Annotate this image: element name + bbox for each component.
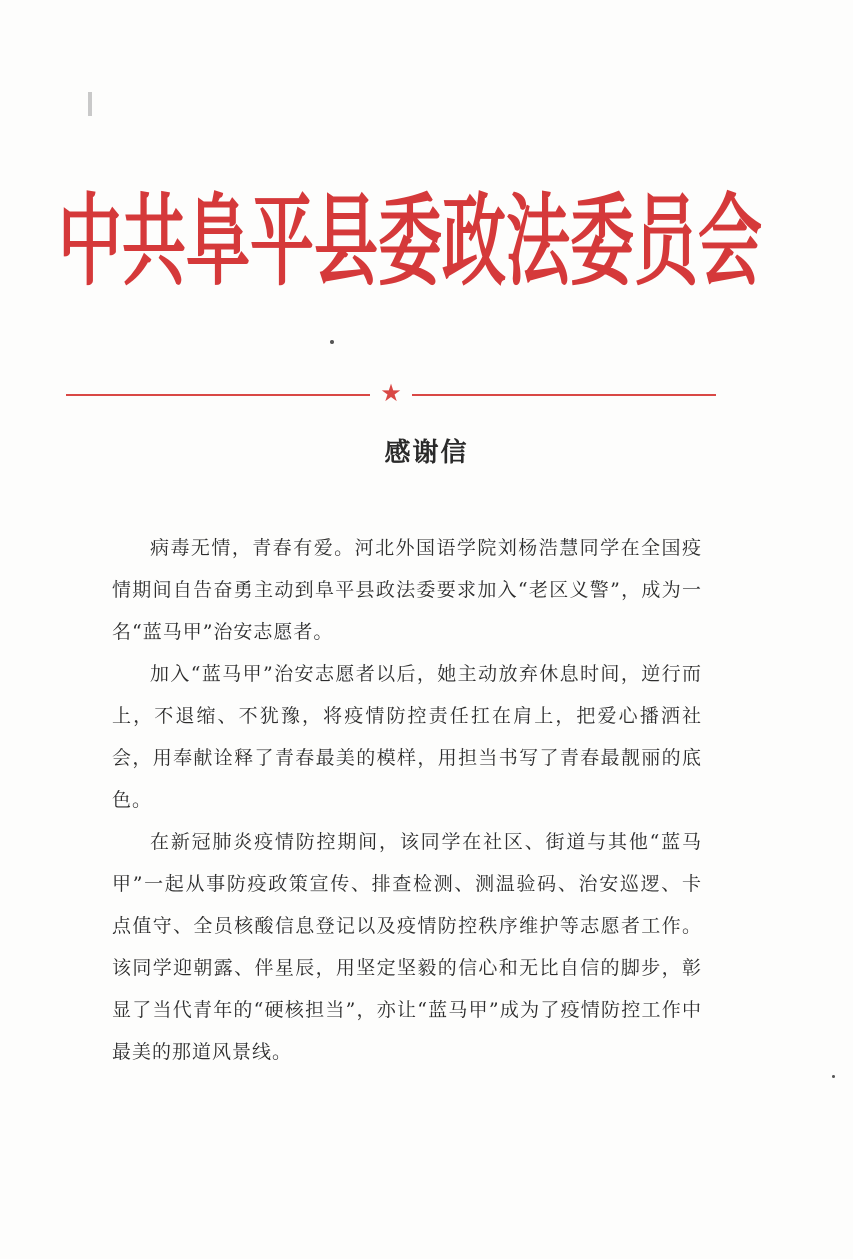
letterhead-title: 中共阜平县委政法委员会 [58,184,762,301]
letter-title: 感谢信 [384,438,469,468]
letter-body [112,527,702,1073]
paragraph-3: 在新冠肺炎疫情防控期间，该同学在社区、街道与其他“蓝马甲”一起从事防疫政策宣传、排查检测、测温验码、治安巡逻、卡点值守、全员核酸信息登记以及疫情防控秩序维护等志愿者工作。该同学迎朝露、伴星辰，用坚定坚毅的信心和无比自信的脚步，彰显了当代青年的“硬核担当”，亦让“蓝马甲”成为了疫情防控工作中最美的那道风景线。 [112,831,702,1063]
star-icon: ★ [380,379,402,407]
divider-line-left [66,394,370,396]
divider-line-right [412,394,716,396]
scan-mark [88,92,92,116]
letterhead-divider [66,379,716,407]
paragraph-1: 病毒无情，青春有爱。河北外国语学院刘杨浩慧同学在全国疫情期间自告奋勇主动到阜平县政法委要求加入“老区义警”，成为一名“蓝马甲”治安志愿者。 [112,537,702,643]
paragraph-2: 加入“蓝马甲”治安志愿者以后，她主动放弃休息时间，逆行而上，不退缩、不犹豫，将疫情防控责任扛在肩上，把爱心播洒社会，用奉献诠释了青春最美的模样，用担当书写了青春最靓丽的底色。 [112,663,702,811]
scan-dot [832,1075,835,1078]
